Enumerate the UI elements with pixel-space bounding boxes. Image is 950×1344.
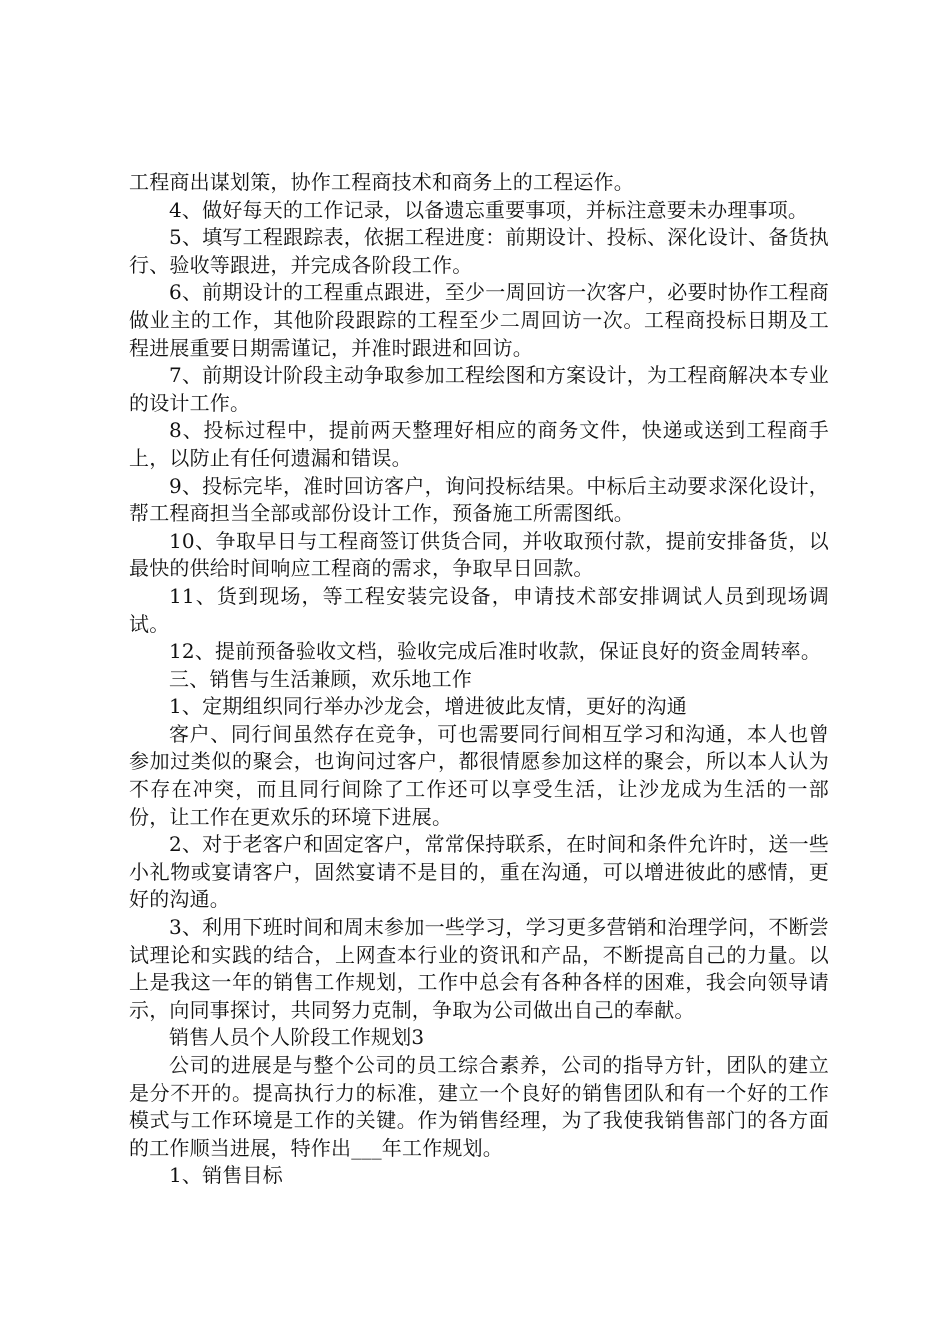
section-heading-three: 三、销售与生活兼顾，欢乐地工作 bbox=[169, 666, 472, 691]
document-subtitle: 销售人员个人阶段工作规划3 bbox=[169, 1025, 425, 1050]
subheading-sales-target: 1、销售目标 bbox=[169, 1163, 283, 1188]
paragraph-item-7: 7、前期设计阶段主动争取参加工程绘图和方案设计，为工程商解决本专业的设计工作。 bbox=[129, 363, 829, 415]
paragraph-item-6: 6、前期设计的工程重点跟进，至少一周回访一次客户，必要时协作工程商做业主的工作，其他阶段跟踪的工程至少二周回访一次。工程商投标日期及工程进展重要日期需谨记，并准时跟进和回访。 bbox=[129, 280, 829, 360]
paragraph-old-customers: 2、对于老客户和固定客户，常常保持联系，在时间和条件允许时，送一些小礼物或宴请客户，固然宴请不是目的，重在沟通，可以增进彼此的感情，更好的沟通。 bbox=[129, 832, 829, 912]
paragraph-salon-body: 客户、同行间虽然存在竞争，可也需要同行间相互学习和沟通，本人也曾参加过类似的聚会，也询问过客户，都很情愿参加这样的聚会，所以本人认为不存在冲突，而且同行间除了工作还可以享受生活，让沙龙成为生活的一部份，让工作在更欢乐的环境下进展。 bbox=[129, 721, 829, 829]
paragraph-company-development: 公司的进展是与整个公司的员工综合素养，公司的指导方针，团队的建立是分不开的。提高执行力的标准，建立一个良好的销售团队和有一个好的工作模式与工作环境是工作的关键。作为销售经理，为了我使我销售部门的各方面的工作顺当进展，特作出___年工作规划。 bbox=[129, 1053, 829, 1160]
paragraph-item-10: 10、争取早日与工程商签订供货合同，并收取预付款，提前安排备货，以最快的供给时间响应工程商的需求，争取早日回款。 bbox=[129, 528, 829, 581]
paragraph-item-5: 5、填写工程跟踪表，依据工程进度：前期设计、投标、深化设计、备货执行、验收等跟进，并完成各阶段工作。 bbox=[129, 225, 829, 277]
paragraph-learning: 3、利用下班时间和周末参加一些学习，学习更多营销和治理学问，不断尝试理论和实践的结合，上网查本行业的资讯和产品，不断提高自己的力量。以上是我这一年的销售工作规划，工作中总会有各种各样的困难，我会向领导请示，向同事探讨，共同努力克制，争取为公司做出自己的奉献。 bbox=[129, 915, 829, 1022]
paragraph-item-8: 8、投标过程中，提前两天整理好相应的商务文件，快递或送到工程商手上，以防止有任何遗漏和错误。 bbox=[129, 418, 829, 470]
subheading-salon: 1、定期组织同行举办沙龙会，增进彼此友情，更好的沟通 bbox=[169, 694, 687, 719]
paragraph-item-12: 12、提前预备验收文档，验收完成后准时收款，保证良好的资金周转率。 bbox=[169, 639, 822, 664]
paragraph-item-4: 4、做好每天的工作记录，以备遗忘重要事项，并标注意要未办理事项。 bbox=[169, 197, 809, 222]
paragraph-continuation: 工程商出谋划策，协作工程商技术和商务上的工程运作。 bbox=[129, 170, 634, 194]
document-body bbox=[129, 169, 829, 1190]
paragraph-item-11: 11、货到现场，等工程安装完设备，申请技术部安排调试人员到现场调试。 bbox=[129, 583, 829, 636]
paragraph-item-9: 9、投标完毕，准时回访客户，询问投标结果。中标后主动要求深化设计，帮工程商担当全部或部份设计工作，预备施工所需图纸。 bbox=[129, 473, 829, 526]
